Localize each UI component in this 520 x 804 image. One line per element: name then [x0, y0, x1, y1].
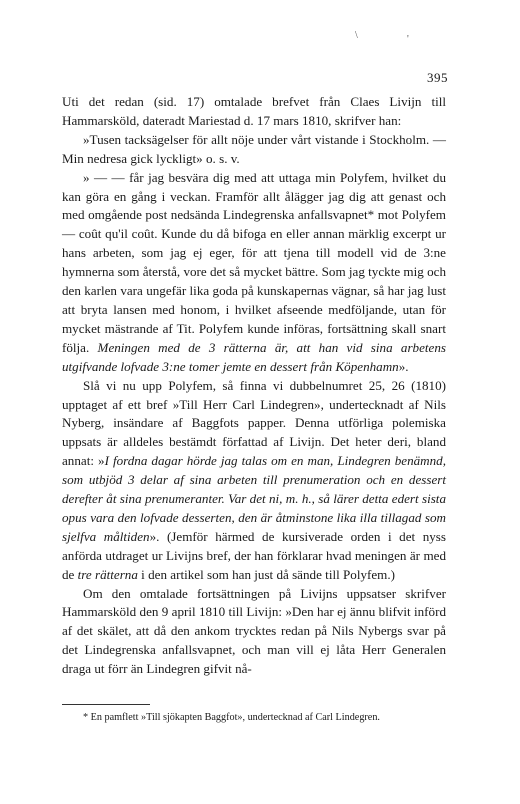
italic-text: Meningen med de 3 rätterna är, att han vid sina arbetens utgifvande lofvade 3:ne tomer jemte en dessert från Köpenhamn — [62, 339, 446, 374]
speck-mark: ' — [407, 34, 409, 45]
paragraph — [62, 169, 446, 377]
text-run: » — — får jag besvära dig med att uttaga min Polyfem, hvilket du kan göra en gång i veckan. Framför allt ålägger jag dig att genast och med omgående post nedsända Lindegrenska anfallsvapnet* mot Polyfem — coût qu'il coût. Kunde du då bifoga en eller annan märklig excerpt ur hans arbeten, som jag ej eger, för att tjena till modell vid de 3:ne hymnerna som återstå, vore det så mycket bättre. Som jag tyckte mig och den karlen vara ungefär lika goda på kunskapernas vägnar, så har jag lust att bryta lansen med honom, i hvilket afseende medföljande, utan för mycket mästrande af Tit. Polyfem kunde införas, fortsättning skall snart följa. — [62, 169, 446, 355]
text-run: ». (Jemför härmed de kursiverade orden i det nyss anförda utdraget ur Livijns bref, der han förklarar hvad meningen är med de — [62, 528, 446, 582]
footnote-divider — [62, 704, 150, 705]
italic-text: I fordna dagar hörde jag talas om en man, Lindegren benämnd, som utbjöd 3 delar af sina arbeten till prenumeration och en dessert derefter åt sina prenumeranter. Var det ni, m. h., så lärer detta edert sista opus vara den lofvade desserten, den är åtminstone lika illa tillagad som sjelfva måltiden — [62, 453, 446, 544]
text-run: Uti det redan (sid. 17) omtalade brefvet från Claes Livijn till Hammarsköld, dateradt Mariestad d. 17 mars 1810, skrifver han: — [62, 94, 446, 128]
text-run: i den artikel som han just då sände till Polyfem.) — [137, 566, 396, 582]
footnote: * En pamflett »Till sjökapten Baggfot», undertecknad af Carl Lindegren. — [83, 712, 380, 723]
body-text — [62, 93, 446, 679]
speck-mark: \ — [355, 30, 358, 41]
italic-text: tre rätterna — [77, 566, 138, 582]
paragraph — [62, 93, 446, 131]
text-run: »Tusen tacksägelser för allt nöje under vårt vistande i Stockholm. — Min nedresa gick lyckligt» o. s. v. — [62, 131, 446, 166]
paragraph — [62, 131, 446, 169]
text-run: Slå vi nu upp Polyfem, så finna vi dubbelnumret 25, 26 (1810) upptaget af ett bref »Till Herr Carl Lindegren», undertecknadt af Nils Nyberg, insändare af Baggfots papper. Denna utförliga polemiska uppsats är alldeles bestämdt författad af Livijn. Det heter deri, bland annat: » — [62, 377, 446, 469]
paragraph — [62, 377, 446, 585]
text-run: Om den omtalade fortsättningen på Livijns uppsatser skrifver Hammarsköld den 9 april 1810 till Livijn: »Den har ej ännu blifvit införd af det skälet, att då den ankom trycktes redan på Nils Nybergs svar på det Lindegrenska anfallsvapnet, och man vill ej låta Herr Generalen draga ut förr än Lindegren gifvit nå- — [62, 585, 446, 677]
page-number: 395 — [427, 70, 448, 85]
paragraph — [62, 585, 446, 680]
text-run: ». — [398, 358, 409, 374]
